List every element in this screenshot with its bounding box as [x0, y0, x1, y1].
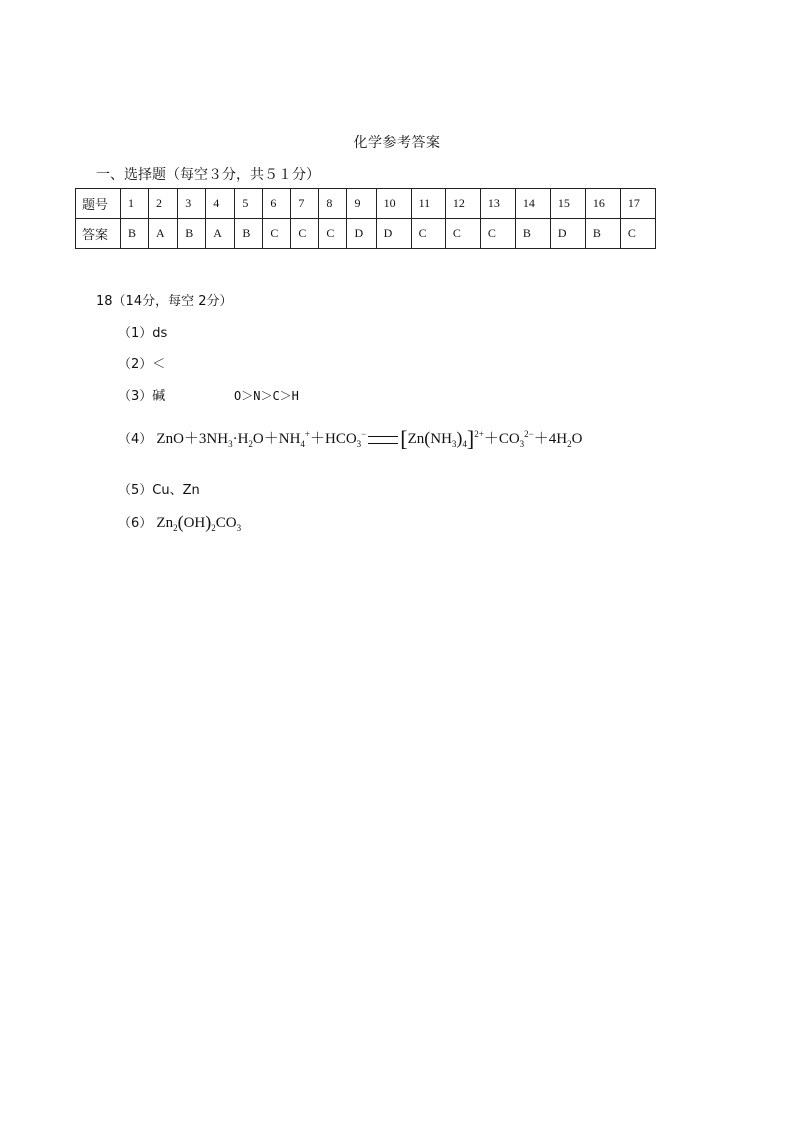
answer-cell: A	[206, 219, 235, 249]
question-number-cell: 3	[178, 189, 206, 219]
item-label: （2）	[118, 357, 153, 372]
q18-item-4	[118, 426, 582, 452]
answer-cell: D	[550, 219, 585, 249]
answer-cell: C	[445, 219, 480, 249]
answer-cell: B	[178, 219, 206, 249]
answer-cell: B	[585, 219, 620, 249]
question-number-cell: 7	[291, 189, 319, 219]
answer-cell: C	[319, 219, 347, 249]
question-number-cell: 14	[515, 189, 550, 219]
chemical-formula: $Zn_2(OH)_2CO_3$	[156, 512, 242, 533]
ionic-equation: $ZnO+3NH_3\cdot H_2O+NH_4^++HCO_3^-$ $[Zn(NH_3)_4]^{2+}+CO_3^{2-}+4H_2O$	[156, 426, 583, 451]
q18-item-1	[118, 322, 167, 341]
section-heading-multiple-choice: 一、选择题（每空３分，共５１分）	[96, 167, 320, 183]
question-number-cell: 1	[121, 189, 149, 219]
question-number-cell: 6	[263, 189, 291, 219]
item-answer: ＜	[152, 357, 166, 372]
answer-cell: C	[291, 219, 319, 249]
row-header-answer: 答案	[76, 219, 121, 249]
answer-cell: C	[620, 219, 655, 249]
question-number-cell: 8	[319, 189, 347, 219]
question-number-cell: 11	[411, 189, 445, 219]
item-label: （5）	[118, 483, 153, 498]
question-number-cell: 2	[149, 189, 178, 219]
question-number-cell: 17	[620, 189, 655, 219]
answer-cell: B	[121, 219, 149, 249]
item-answer: ds	[152, 326, 168, 341]
item-label: （6）	[118, 516, 153, 531]
item-label: （4）	[118, 432, 153, 447]
item-answer: 碱	[152, 389, 166, 404]
page-title: 化学参考答案	[353, 135, 441, 151]
question-number-cell: 13	[480, 189, 515, 219]
q18-item-6	[118, 512, 241, 533]
answer-cell: D	[347, 219, 376, 249]
answer-cell: A	[149, 219, 178, 249]
answer-cell: C	[411, 219, 445, 249]
answer-cell: C	[263, 219, 291, 249]
question-number-cell: 9	[347, 189, 376, 219]
question-number-cell: 4	[206, 189, 235, 219]
q18-item-5	[118, 479, 200, 498]
question-number-cell: 12	[445, 189, 480, 219]
table-row-questions	[76, 189, 656, 219]
question-number-cell: 5	[235, 189, 263, 219]
item-answer: Cu、Zn	[152, 483, 200, 498]
answer-table	[75, 188, 656, 249]
answer-cell: B	[515, 219, 550, 249]
electronegativity-order: O＞N＞C＞H	[234, 389, 299, 403]
item-label: （3）	[118, 389, 153, 404]
answer-cell: D	[376, 219, 411, 249]
q18-item-2	[118, 353, 165, 372]
q18-heading: 18（14分，每空 2分）	[96, 294, 233, 309]
item-label: （1）	[118, 326, 153, 341]
row-header-question: 题号	[76, 189, 121, 219]
question-number-cell: 16	[585, 189, 620, 219]
table-row-answers	[76, 219, 656, 249]
question-number-cell: 10	[376, 189, 411, 219]
question-number-cell: 15	[550, 189, 585, 219]
answer-cell: B	[235, 219, 263, 249]
answer-cell: C	[480, 219, 515, 249]
q18-item-3	[118, 385, 299, 404]
